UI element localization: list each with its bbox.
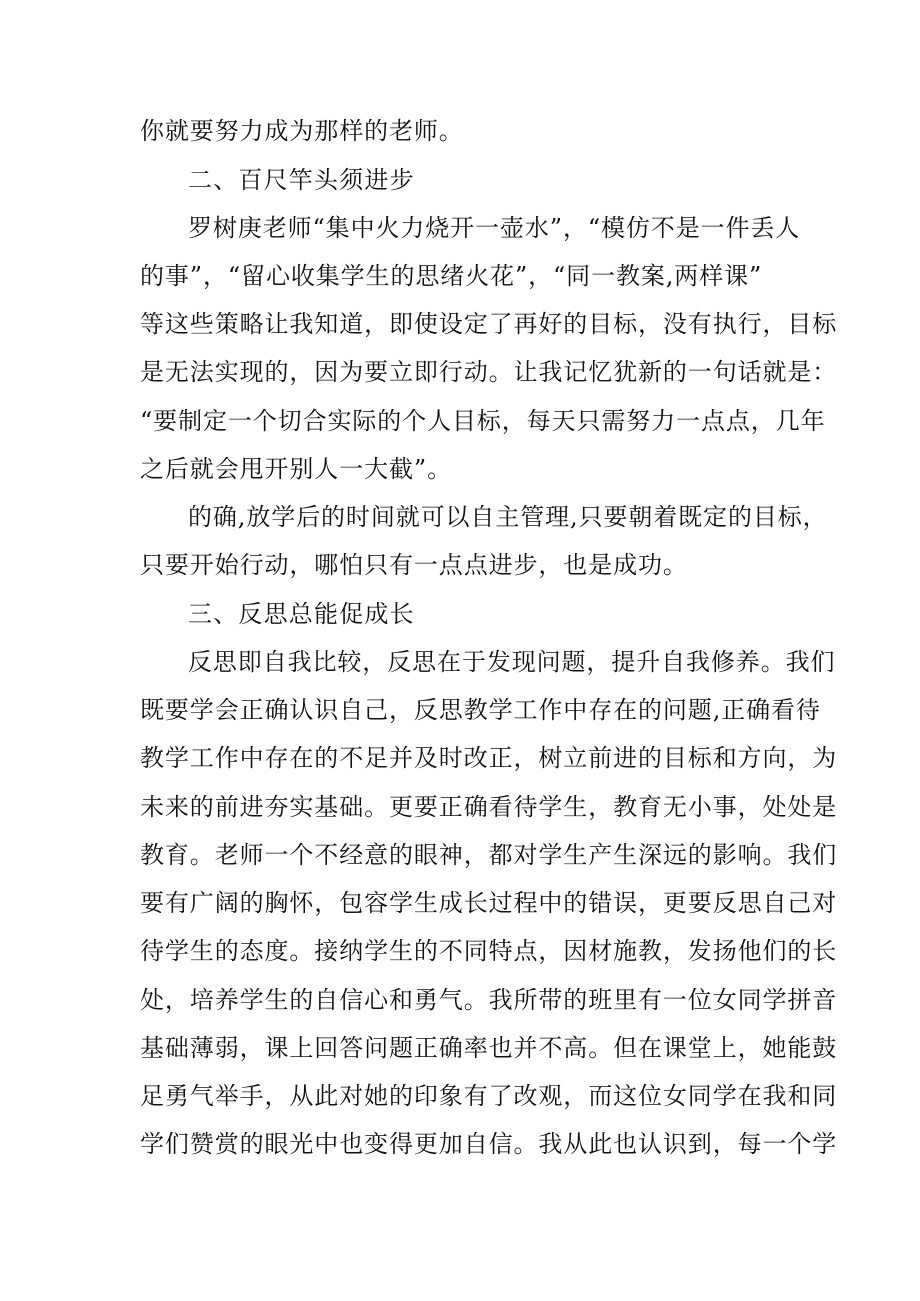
paragraph-line: 是无法实现的，因为要立即行动。让我记忆犹新的一句话就是： — [140, 358, 838, 386]
paragraph-line: 只要开始行动，哪怕只有一点点进步，也是成功。 — [140, 551, 688, 579]
paragraph-line: 的事”，“留心收集学生的思绪火花”，“同一教案,两样课” — [140, 262, 763, 290]
paragraph-line: 既要学会正确认识自己，反思教学工作中存在的问题,正确看待 — [140, 696, 821, 724]
paragraph-line: 处，培养学生的自信心和勇气。我所带的班里有一位女同学拼音 — [140, 986, 838, 1014]
paragraph-line: 基础薄弱，课上回答问题正确率也并不高。但在课堂上，她能鼓 — [140, 1034, 838, 1062]
paragraph-line: 你就要努力成为那样的老师。 — [140, 117, 464, 145]
paragraph-line: 足勇气举手，从此对她的印象有了改观，而这位女同学在我和同 — [140, 1082, 838, 1110]
paragraph-line: 未来的前进夯实基础。更要正确看待学生，教育无小事，处处是 — [140, 793, 838, 821]
paragraph-line: 要有广阔的胸怀，包容学生成长过程中的错误，更要反思自己对 — [140, 889, 838, 917]
paragraph-line: “要制定一个切合实际的个人目标，每天只需努力一点点，几年 — [140, 407, 826, 435]
paragraph-line: 教育。老师一个不经意的眼神，都对学生产生深远的影响。我们 — [140, 841, 838, 869]
paragraph-line: 罗树庚老师“集中火力烧开一壶水”，“模仿不是一件丢人 — [188, 214, 801, 242]
paragraph-line: 之后就会甩开别人一大截”。 — [140, 455, 452, 483]
paragraph-line: 反思即自我比较，反思在于发现问题，提升自我修养。我们 — [188, 648, 836, 676]
section-heading-3: 三、反思总能促成长 — [188, 600, 415, 628]
paragraph-line: 教学工作中存在的不足并及时改正，树立前进的目标和方向，为 — [140, 744, 838, 772]
section-heading-2: 二、百尺竿头须进步 — [188, 166, 415, 194]
paragraph-line: 待学生的态度。接纳学生的不同特点，因材施教，发扬他们的长 — [140, 937, 838, 965]
paragraph-line: 的确,放学后的时间就可以自主管理,只要朝着既定的目标， — [188, 503, 828, 531]
paragraph-line: 学们赞赏的眼光中也变得更加自信。我从此也认识到，每一个学 — [140, 1130, 838, 1158]
paragraph-line: 等这些策略让我知道，即使设定了再好的目标，没有执行，目标 — [140, 310, 838, 338]
